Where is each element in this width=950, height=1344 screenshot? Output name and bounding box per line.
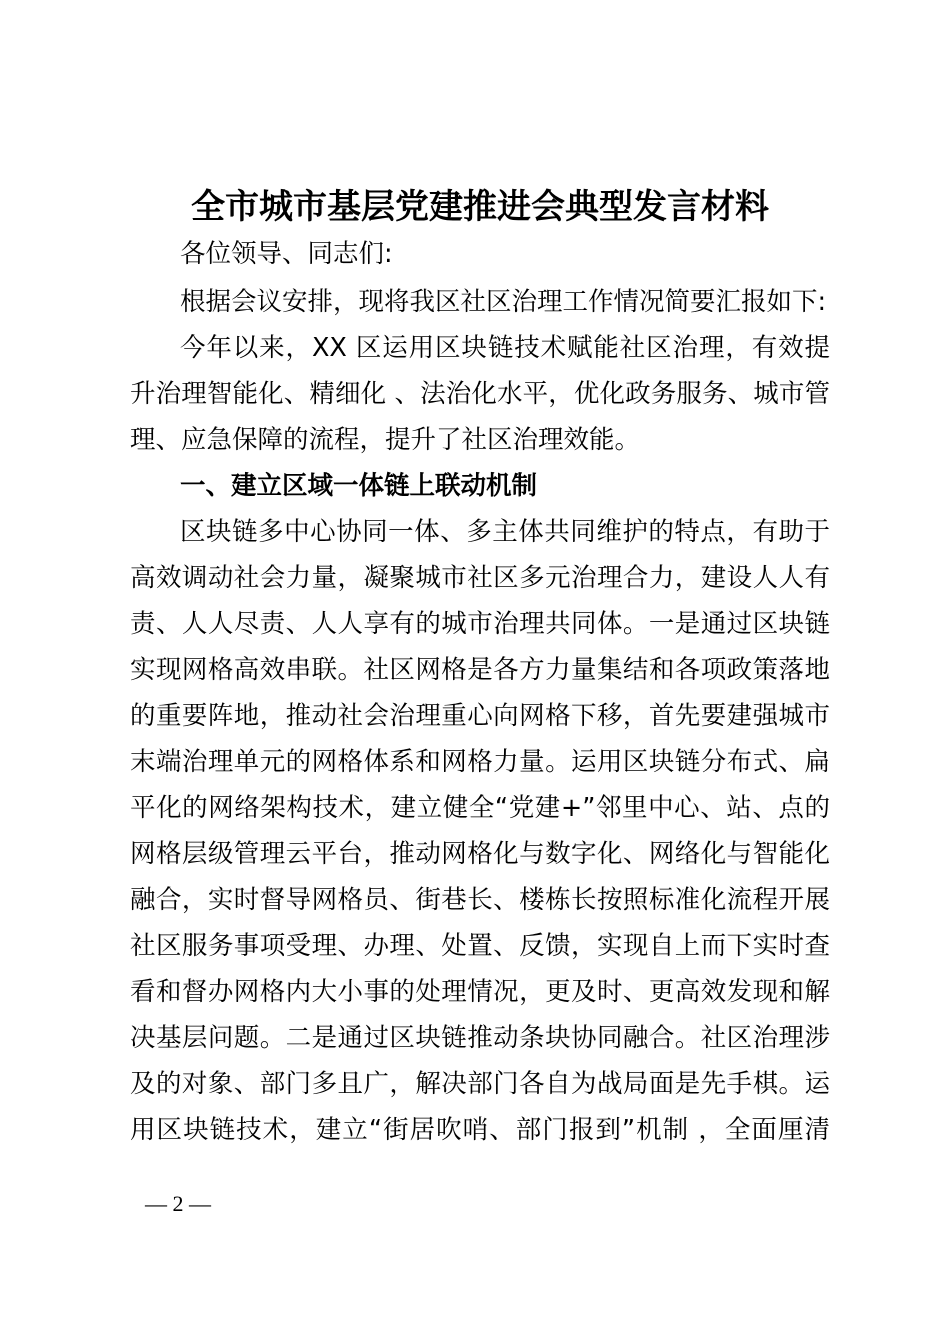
paragraph-line: 高效调动社会力量，凝聚城市社区多元治理合力，建设人人有: [130, 563, 830, 593]
paragraph-line: 理、应急保障的流程，提升了社区治理效能。: [130, 425, 641, 455]
paragraph-line: 社区服务事项受理、办理、处置、反馈，实现自上而下实时查: [130, 931, 830, 961]
paragraph-line: 融合，实时督导网格员、街巷长、楼栋长按照标准化流程开展: [130, 885, 830, 915]
paragraph-line: 责、人人尽责、人人享有的城市治理共同体。一是通过区块链: [130, 609, 830, 639]
intro-line: 根据会议安排，现将我区社区治理工作情况简要汇报如下:: [180, 287, 827, 317]
paragraph-line: 区块链多中心协同一体、多主体共同维护的特点，有助于: [180, 517, 830, 547]
paragraph-line: 末端治理单元的网格体系和网格力量。运用区块链分布式、扁: [130, 747, 830, 777]
paragraph-line: 今年以来，XX 区运用区块链技术赋能社区治理，有效提: [180, 333, 830, 363]
paragraph-line: 决基层问题。二是通过区块链推动条块协同融合。社区治理涉: [130, 1023, 830, 1053]
paragraph-line: 网格层级管理云平台，推动网格化与数字化、网络化与智能化: [130, 839, 830, 869]
paragraph-line: 平化的网络架构技术，建立健全“党建+”邻里中心、站、点的: [130, 793, 830, 823]
paragraph-line: 升治理智能化、精细化 、法治化水平，优化政务服务、城市管: [130, 379, 830, 409]
document-title: 全市城市基层党建推进会典型发言材料: [191, 187, 769, 227]
section-heading: 一、建立区域一体链上联动机制: [180, 471, 538, 501]
paragraph-line: 及的对象、部门多且广，解决部门各自为战局面是先手棋。运: [130, 1069, 830, 1099]
paragraph-line: 的重要阵地，推动社会治理重心向网格下移，首先要建强城市: [130, 701, 830, 731]
paragraph-line: 看和督办网格内大小事的处理情况，更及时、更高效发现和解: [130, 977, 830, 1007]
paragraph-line: 用区块链技术，建立“街居吹哨、部门报到”机制 ，全面厘清: [130, 1115, 830, 1145]
page-number: — 2 —: [145, 1191, 211, 1216]
salutation-line: 各位领导、同志们:: [180, 239, 393, 269]
paragraph-line: 实现网格高效串联。社区网格是各方力量集结和各项政策落地: [130, 655, 830, 685]
